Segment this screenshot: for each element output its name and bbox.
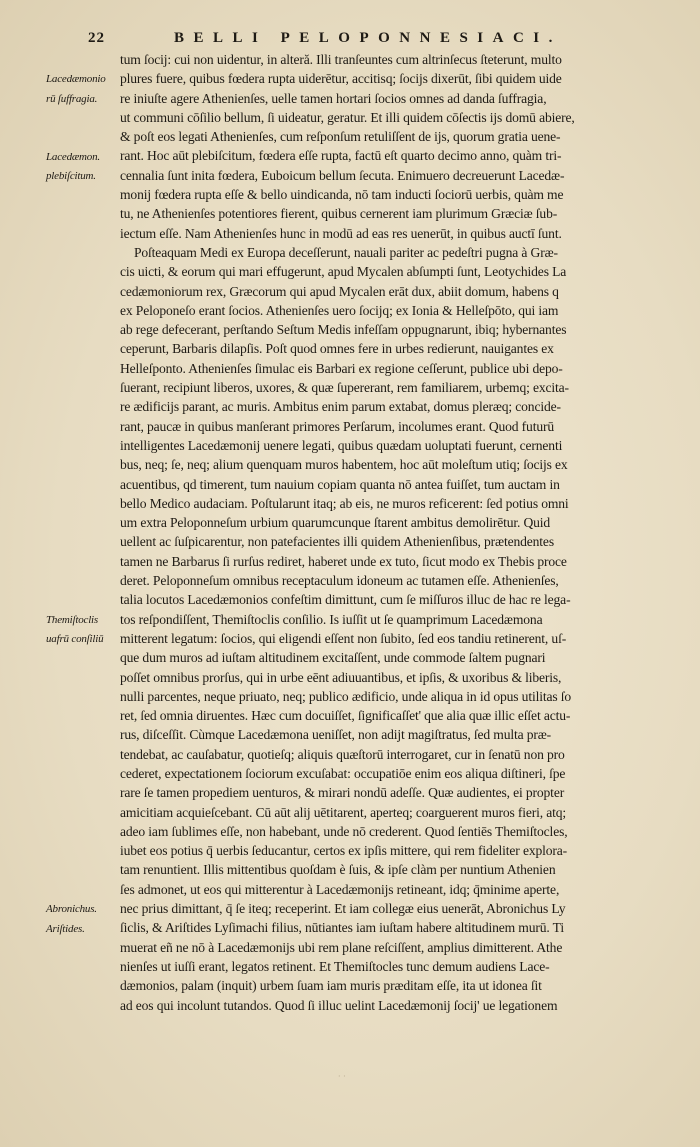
text-line: Helleſponto. Athenienſes ſimulac eis Barbari ex regione ceſſerunt, publice ubi depo- [120,360,563,376]
text-line: nec prius dimittant, q̄ ſe iteq; receperint. Et iam collegæ eius uenerāt, Abronichus Ly [120,901,566,917]
text-line: tendebat, ac cauſabatur, quotieſq; aliquis quæſtorū interrogaret, cur in ſenatū non pro [120,746,565,762]
text-line: ſes admonet, ut eos qui mitterentur à Lacedæmonijs retineant, idq; q̄minime aperte, [120,881,560,897]
text-line: rant. Hoc aūt plebiſcitum, fœdera eſſe rupta, factū eſt quarto decimo anno, quàm tri- [120,148,562,164]
text-line: Poſteaquam Medi ex Europa deceſſerunt, nauali pariter ac pedeſtri pugna à Græ- [134,244,558,260]
text-line: cis uicti, & eorum qui mari effugerunt, apud Mycalen abſumpti ſunt, Leotychides La [120,264,567,280]
text-line: acuentibus, qd timerent, tum nauium copiam quanta nō antea fuiſſet, tum auctam in [120,476,560,492]
text-line: ceperunt, Barbaris dilapſis. Poſt quod omnes fere in urbes redierunt, nauigantes ex [120,341,554,357]
text-line: poſſet omnibus prorſus, qui in urbe eēnt adiuuantibus, et ipſis, & uxoribus & liberis, [120,669,562,685]
text-line: rus, diſceſſit. Cùmque Lacedæmona ueniſſet, non adijt magiſtratus, ſed multa præ- [120,727,552,743]
text-line: talia locutos Lacedæmonios confeſtim dimittunt, cum ſe miſſuros illuc de hac re lega- [120,592,571,608]
text-line: cedæmoniorum rex, Græcorum qui apud Mycalen erāt dux, abiit domum, habens q [120,283,559,299]
body-text [120,50,680,1015]
text-line: cennalia ſunt inita fœdera, Euboicum bellum ſecuta. Enimuero decreuerunt Lacedæ- [120,167,565,183]
text-line: amicitiam acquieſcebant. Cū aūt alij uētitarent, aperteq; coarguerent muros fieri, atq; [120,804,567,820]
text-line: bus, neq; ſe, neq; alium quenquam muros habentem, hoc aūt moleſtum utiq; ſocijs ex [120,457,568,473]
text-line: que dum muros ad iuſtam altitudinem excitaſſent, unde commode ſaltem pugnari [120,650,546,666]
text-line: bello Medico audaciam. Poſtularunt itaq; ab eis, ne muros reficerent: ſed potius omni [120,495,569,511]
text-line: rare ſe tamen propediem uenturos, & mirari nondū adeſſe. Quæ audientes, ei propter [120,785,565,801]
margin-note: Lacedæmon. [46,150,100,163]
text-line: ſiclis, & Ariſtides Lyſimachi filius, nūtiantes iam iuſtam habere altitudinem murū. Ti [120,920,564,936]
text-line: nienſes ut iuſſi erant, legatos retinent. Et Themiſtocles tunc demum audiens Lace- [120,958,550,974]
margin-note: Themiſtoclis [46,613,98,626]
text-line: dæmonios, palam (inquit) urbem ſuam iam muris præditam eſſe, ita ut idonea ſit [120,978,542,994]
text-line: monij fœdera rupta eſſe & bello uindicanda, nō tam inducti ſociorū uerbis, quàm me [120,187,564,203]
text-line: cederet, expectationem ſociorum excuſabat: occupatiōe enim eos aliqua diſtineri, ſpe [120,765,566,781]
margin-note: rū ſuffragia. [46,92,98,105]
text-line: ex Peloponeſo erant ſocios. Athenienſes uero ſocijq; ex Ionia & Helleſpōto, qui iam [120,302,559,318]
text-line: tos reſpondiſſent, Themiſtoclis conſilio. Is iuſſit ut ſe quamprimum Lacedæmona [120,611,543,627]
text-line: iectum eſſe. Nam Athenienſes hunc in modū ad eas res uenerūt, in quibus auctī ſunt. [120,225,562,241]
margin-note: Lacedæmonio [46,73,106,86]
text-line: ſuerant, recipiunt liberos, uxores, & quæ ſupererant, rem familiarem, urbemq; excita- [120,380,569,396]
text-line: muerat eñ ne nō à Lacedæmonijs ubi rem plane reſciſſent, amplius dimitterent. Athe [120,939,563,955]
text-line: tu, ne Athenienſes potentiores fierent, quibus cernerent iam plurimum Græciæ ſub- [120,206,558,222]
text-line: iubet eos potius q̄ uerbis ſeducantur, certos ex ipſis mittere, qui rem fideliter explora- [120,843,568,859]
text-line: tam renuntient. Illis mittentibus quoſdam è ſuis, & ipſe clàm per nuntium Athenien [120,862,556,878]
page-header [88,30,678,50]
running-title: BELLI PELOPONNESIACI. [174,30,562,46]
text-line: tamen ne Barbarus ſi rurſus rediret, haberet unde ex tuto, ſicut modo ex Thebis proce [120,553,567,569]
text-line: rant, paucæ in quibus manſerant primores Perſarum, incolumes erant. Quod futurū [120,418,554,434]
margin-note: uafrū conſiliū [46,633,104,645]
text-line: intelligentes Lacedæmonij uenere legati, quibus quædam uoluptati fuerunt, cernenti [120,437,563,453]
text-line: re ædificijs parant, ac muris. Ambitus enim parum extabat, domus pleræq; concide- [120,399,561,415]
margin-note: Ariſtides. [46,922,85,935]
page-number: 22 [88,30,105,46]
text-line: deret. Peloponneſum omnibus receptaculum idoneum ac tutamen eſſe. Athenienſes, [120,573,559,589]
text-line: ret, ſed omnia diruentes. Hæc cum docuiſſet, ſignificaſſet' que alia quæ illic eſſet actu- [120,708,571,724]
scan-mark: · · [338,1072,346,1081]
text-line: uellent ac ſuſpicarentur, non patefacientes illi quidem Athenienſibus, prætendentes [120,534,554,550]
margin-note: plebiſcitum. [46,169,96,182]
text-line: nulli parcentes, neque priuato, neq; publico ædificio, unde aliqua in id opus utilitas ſo [120,688,572,704]
text-line: ut communi cōſilio bellum, ſi uideatur, geratur. Et illi quidem cōſectis ijs domū abiere, [120,109,575,125]
text-line: plures fuere, quibus fœdera rupta uiderētur, accitisq; ſocijs dixerūt, ſibi quidem uide [120,71,562,87]
text-line: ab rege defecerant, perſtando Seſtum Medis infeſſam oppugnarunt, ibiq; hybernantes [120,322,567,338]
text-line: & poſt eos legati Athenienſes, cum reſponſum retuliſſent de ijs, quorum gratia uene- [120,129,561,145]
margin-note: Abronichus. [46,903,97,916]
text-line: tum ſocij: cui non uidentur, in alteră. Illi tranſeuntes cum altrinſecus ſteterunt, multo [120,52,562,67]
text-line: mitterent legatum: ſocios, qui eligendi eſſent non ſubito, ſed eos tandiu retinerent, uſ- [120,630,567,646]
text-line: um extra Peloponneſum urbium quarumcunque ſtarent ambitus demolirētur. Quid [120,515,551,531]
text-line: ad eos qui incolunt tutandos. Quod ſi illuc uelint Lacedæmonij ſocij' ue legationem [120,997,558,1013]
text-line: adeo iam ſublimes eſſe, non habebant, unde nō crederent. Quod ſentiēs Themiſtocles, [120,823,568,839]
text-line: re iniuſte agere Athenienſes, uelle tamen hortari ſocios omnes ad danda ſuffragia, [120,90,547,106]
